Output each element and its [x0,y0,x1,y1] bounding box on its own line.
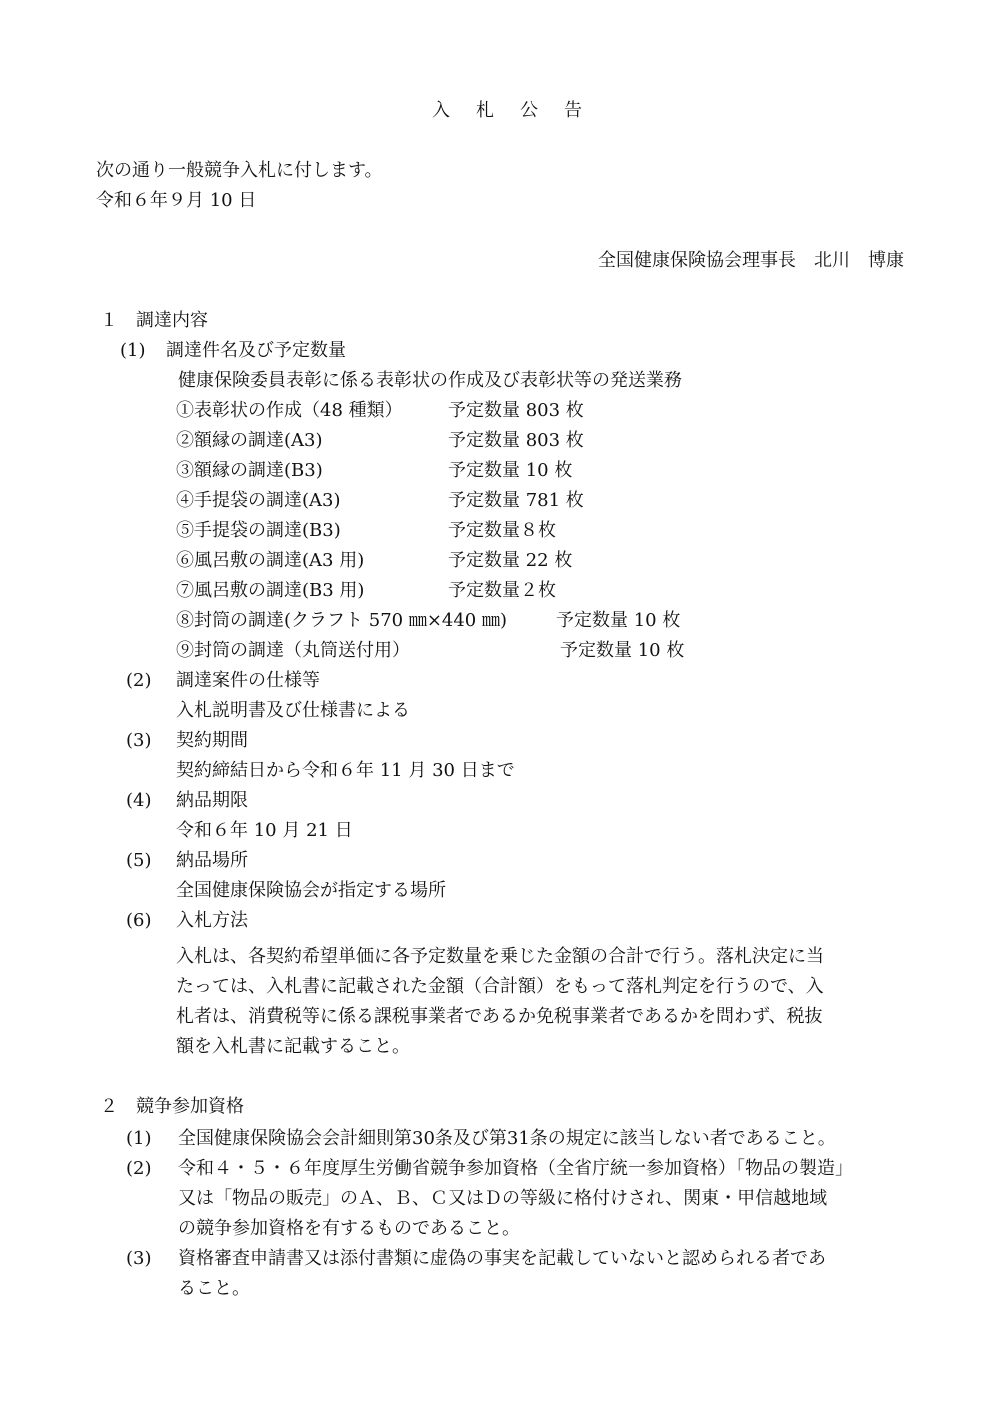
s2-number: (2) [126,670,152,691]
project-name: 健康保険委員表彰に係る表彰状の作成及び表彰状等の発送業務 [178,370,682,391]
s4-label: 納品期限 [176,790,248,811]
item-qty: 予定数量 781 枚 [448,490,584,511]
p2-text-line: 又は「物品の販売」のＡ、Ｂ、Ｃ又はＤの等級に格付けされ、関東・甲信越地域 [178,1188,828,1209]
item-name: ⑧封筒の調達(クラフト 570 ㎜×440 ㎜) [176,610,508,631]
s3-text: 契約締結日から令和６年 11 月 30 日まで [176,760,515,781]
s6-text-line: たっては、入札書に記載された金額（合計額）をもって落札判定を行うので、入 [176,976,824,997]
p1-text-line: 全国健康保険協会会計細則第30条及び第31条の規定に該当しない者であること。 [178,1128,836,1149]
item-name: ②額縁の調達(A3) [176,430,323,451]
s6-text-line: 札者は、消費税等に係る課税事業者であるか免税事業者であるかを問わず、税抜 [176,1006,823,1027]
item-qty: 予定数量 803 枚 [448,430,584,451]
item-qty: 予定数量８枚 [448,520,556,541]
item-qty: 予定数量 803 枚 [448,400,584,421]
item-name: ⑤手提袋の調達(B3) [176,520,341,541]
s6-text-line: 入札は、各契約希望単価に各予定数量を乗じた金額の合計で行う。落札決定に当 [176,946,824,967]
section2-heading: ２ 競争参加資格 [100,1096,244,1117]
s6-number: (6) [126,910,152,931]
s2-label: 調達案件の仕様等 [176,670,320,691]
p2-text-line: 令和４・５・６年度厚生労働省競争参加資格（全省庁統一参加資格）「物品の製造」 [178,1158,853,1179]
item-name: ①表彰状の作成（48 種類） [176,400,403,421]
s3-label: 契約期間 [176,730,248,751]
item-qty: 予定数量２枚 [448,580,556,601]
item-name: ⑥風呂敷の調達(A3 用) [176,550,365,571]
item-name: ③額縁の調達(B3) [176,460,323,481]
item-qty: 予定数量 10 枚 [448,460,573,481]
section1-heading: １ 調達内容 [100,310,208,331]
p3-text-line: ること。 [178,1278,250,1299]
s4-number: (4) [126,790,152,811]
s5-text: 全国健康保険協会が指定する場所 [176,880,446,901]
s6-text-line: 額を入札書に記載すること。 [176,1036,410,1057]
item-qty: 予定数量 10 枚 [556,610,681,631]
s6-label: 入札方法 [176,910,248,931]
item-qty: 予定数量 10 枚 [560,640,685,661]
item-qty: 予定数量 22 枚 [448,550,573,571]
s2-text: 入札説明書及び仕様書による [176,700,410,721]
p1-number: (1) [126,1128,152,1149]
issuer-name: 全国健康保険協会理事長 北川 博康 [598,250,904,271]
s5-number: (5) [126,850,152,871]
item-name: ⑦風呂敷の調達(B3 用) [176,580,365,601]
item-name: ⑨封筒の調達（丸筒送付用） [176,640,410,661]
s3-number: (3) [126,730,152,751]
p2-text-line: の競争参加資格を有するものであること。 [178,1218,520,1239]
notice-date: 令和６年９月 10 日 [96,190,257,211]
intro-text: 次の通り一般競争入札に付します。 [96,160,383,181]
s4-text: 令和６年 10 月 21 日 [176,820,353,841]
s1-label: 調達件名及び予定数量 [166,340,346,361]
p2-number: (2) [126,1158,152,1179]
p3-text-line: 資格審査申請書又は添付書類に虚偽の事実を記載していないと認められる者であ [178,1248,826,1269]
s5-label: 納品場所 [176,850,248,871]
p3-number: (3) [126,1248,152,1269]
item-name: ④手提袋の調達(A3) [176,490,341,511]
document-title: 入札公告 [432,100,608,121]
s1-number: (1) [120,340,146,361]
